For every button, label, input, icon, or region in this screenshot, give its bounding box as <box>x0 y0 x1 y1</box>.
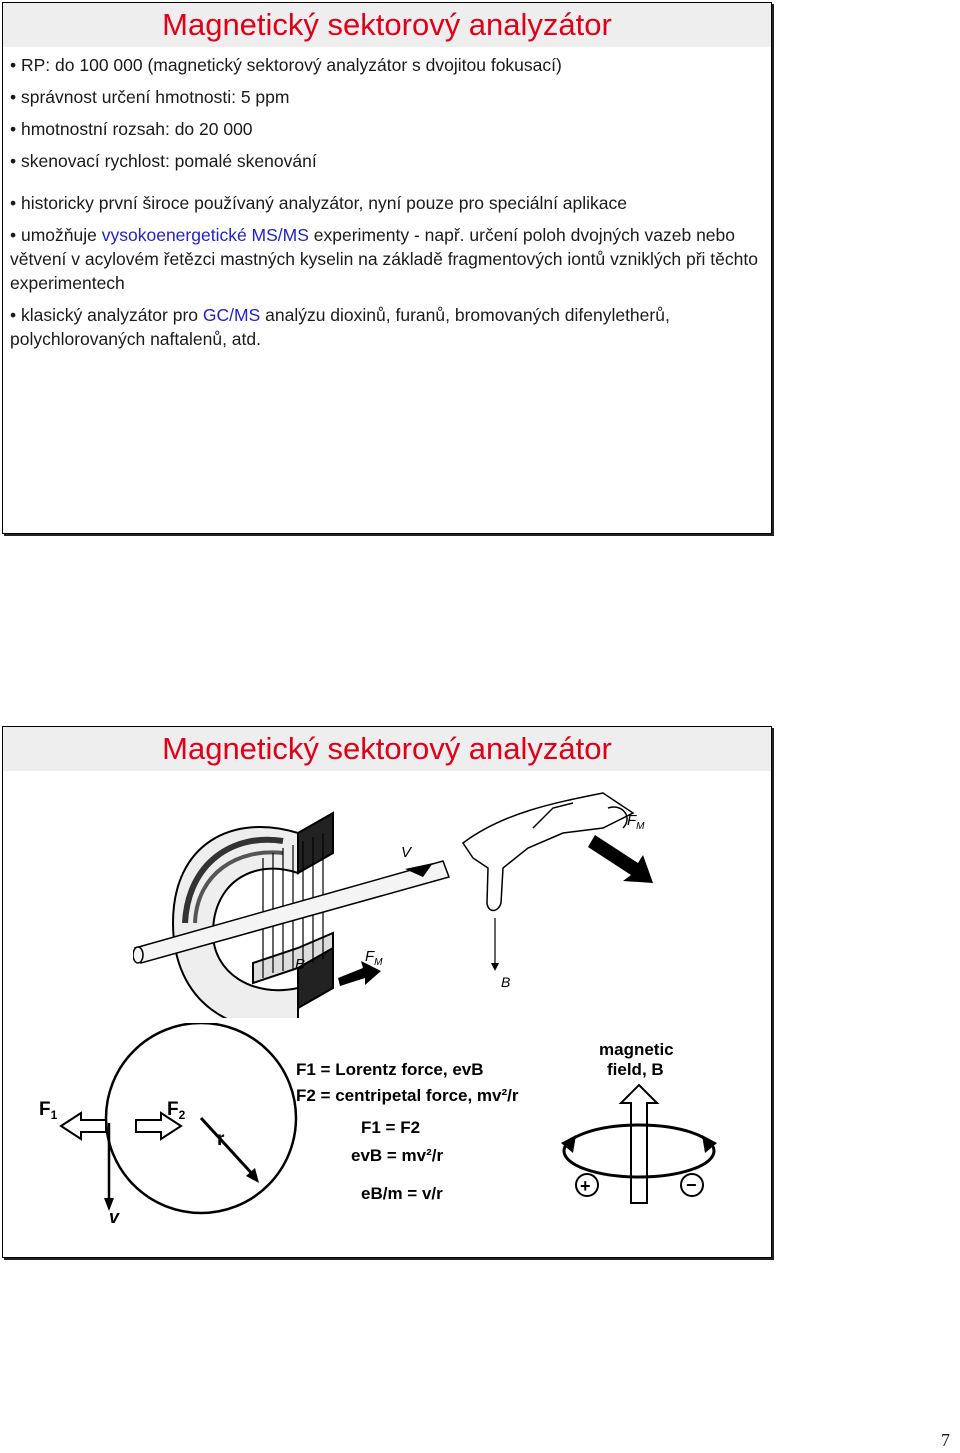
magnetic-label: magnetic <box>599 1040 674 1059</box>
label-v-small: v <box>109 1207 120 1227</box>
eq-lorentz: F1 = Lorentz force, evB <box>296 1060 484 1079</box>
equations <box>296 1060 519 1203</box>
eq-evb: evB = mv²/r <box>351 1146 444 1165</box>
eq-equal: F1 = F2 <box>361 1118 421 1137</box>
ms-ms-term: vysokoenergetické MS/MS <box>101 225 309 245</box>
svg-text:+: + <box>580 1176 591 1196</box>
bullet-item: • historicky první široce používaný analyzátor, nyní pouze pro speciální aplikace <box>10 193 628 213</box>
page-number: 7 <box>941 1430 950 1450</box>
slide-2-title: Magnetický sektorový analyzátor <box>3 727 771 771</box>
eq-centripetal: F2 = centripetal force, mv²/r <box>296 1086 519 1105</box>
label-v: V <box>401 844 412 861</box>
label-fm: $F_M$ <box>365 948 383 968</box>
force-diagram <box>31 1023 751 1253</box>
eq-ratio: eB/m = v/r <box>361 1184 443 1203</box>
bullet-item: • skenovací rychlost: pomalé skenování <box>10 151 317 171</box>
label-b: B <box>295 956 306 973</box>
field-label: field, B <box>607 1060 664 1079</box>
label-b-hand: B <box>501 974 511 990</box>
bullet-item: • hmotnostní rozsah: do 20 000 <box>10 119 253 139</box>
label-fm-hand: $F_M$ <box>627 812 645 832</box>
f1-arrow <box>61 1113 106 1139</box>
label-f2: $F_2$ <box>167 1099 186 1122</box>
slide-1 <box>2 2 772 534</box>
slide-2 <box>2 726 772 1258</box>
bullet-item: • umožňuje vysokoenergetické MS/MS experimenty - např. určení poloh dvojných vazeb nebo větvení v acylovém řetězci mastných kyselin na základě fragmentových iontů vzniklých při těchto experimentech <box>10 225 758 293</box>
label-f1: $F_1$ <box>39 1099 58 1122</box>
slide-1-bullet-list <box>3 47 771 351</box>
gc-ms-term: GC/MS <box>202 305 261 325</box>
field-arrow-icon <box>621 1085 657 1203</box>
bullet-item: • klasický analyzátor pro GC/MS analýzu dioxinů, furanů, bromovaných difenyletherů, polychlorovaných naftalenů, atd. <box>10 305 670 349</box>
magnet-figure <box>133 773 673 1018</box>
radius-line <box>201 1118 256 1178</box>
svg-text:−: − <box>686 1175 697 1195</box>
label-r: r <box>217 1129 225 1150</box>
force-arrow-hand <box>588 835 653 883</box>
bullet-item: • správnost určení hmotnosti: 5 ppm <box>10 87 290 107</box>
bullet-item: • RP: do 100 000 (magnetický sektorový analyzátor s dvojitou fokusací) <box>10 55 562 75</box>
slide-1-title: Magnetický sektorový analyzátor <box>3 3 771 47</box>
